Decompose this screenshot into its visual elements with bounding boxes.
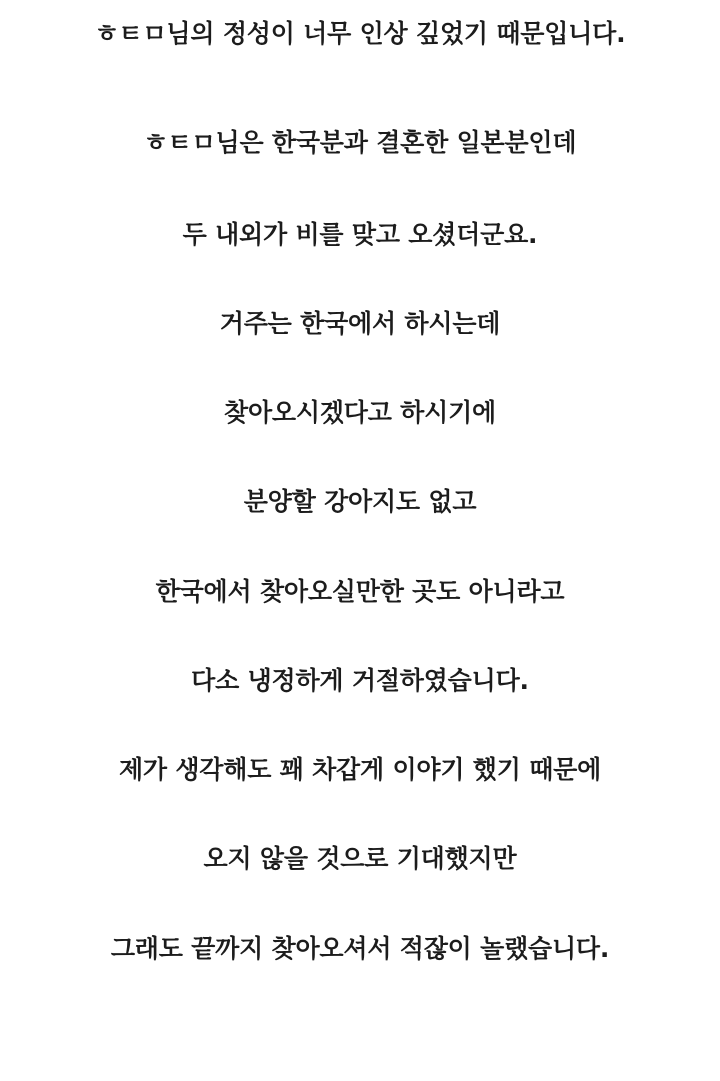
text-line: 두 내외가 비를 맞고 오셨더군요. [182, 219, 538, 249]
text-line: ㅎㅌㅁ님은 한국분과 결혼한 일본분인데 [143, 128, 577, 158]
text-line: 찾아오시겠다고 하시기에 [224, 398, 496, 427]
text-line: 한국에서 찾아오실만한 곳도 아니라고 [155, 576, 565, 606]
text-line: 거주는 한국에서 하시는데 [219, 308, 501, 338]
text-line: 분양할 강아지도 없고 [243, 487, 477, 517]
text-line: 오지 않을 것으로 기대했지만 [203, 844, 517, 874]
text-line: 그래도 끝까지 찾아오셔서 적잖이 놀랬습니다. [110, 933, 610, 963]
text-line: ㅎㅌㅁ님의 정성이 너무 인상 깊었기 때문입니다. [94, 19, 626, 48]
text-line: 제가 생각해도 꽤 차갑게 이야기 했기 때문에 [118, 755, 602, 784]
text-line: 다소 냉정하게 거절하였습니다. [191, 665, 529, 695]
